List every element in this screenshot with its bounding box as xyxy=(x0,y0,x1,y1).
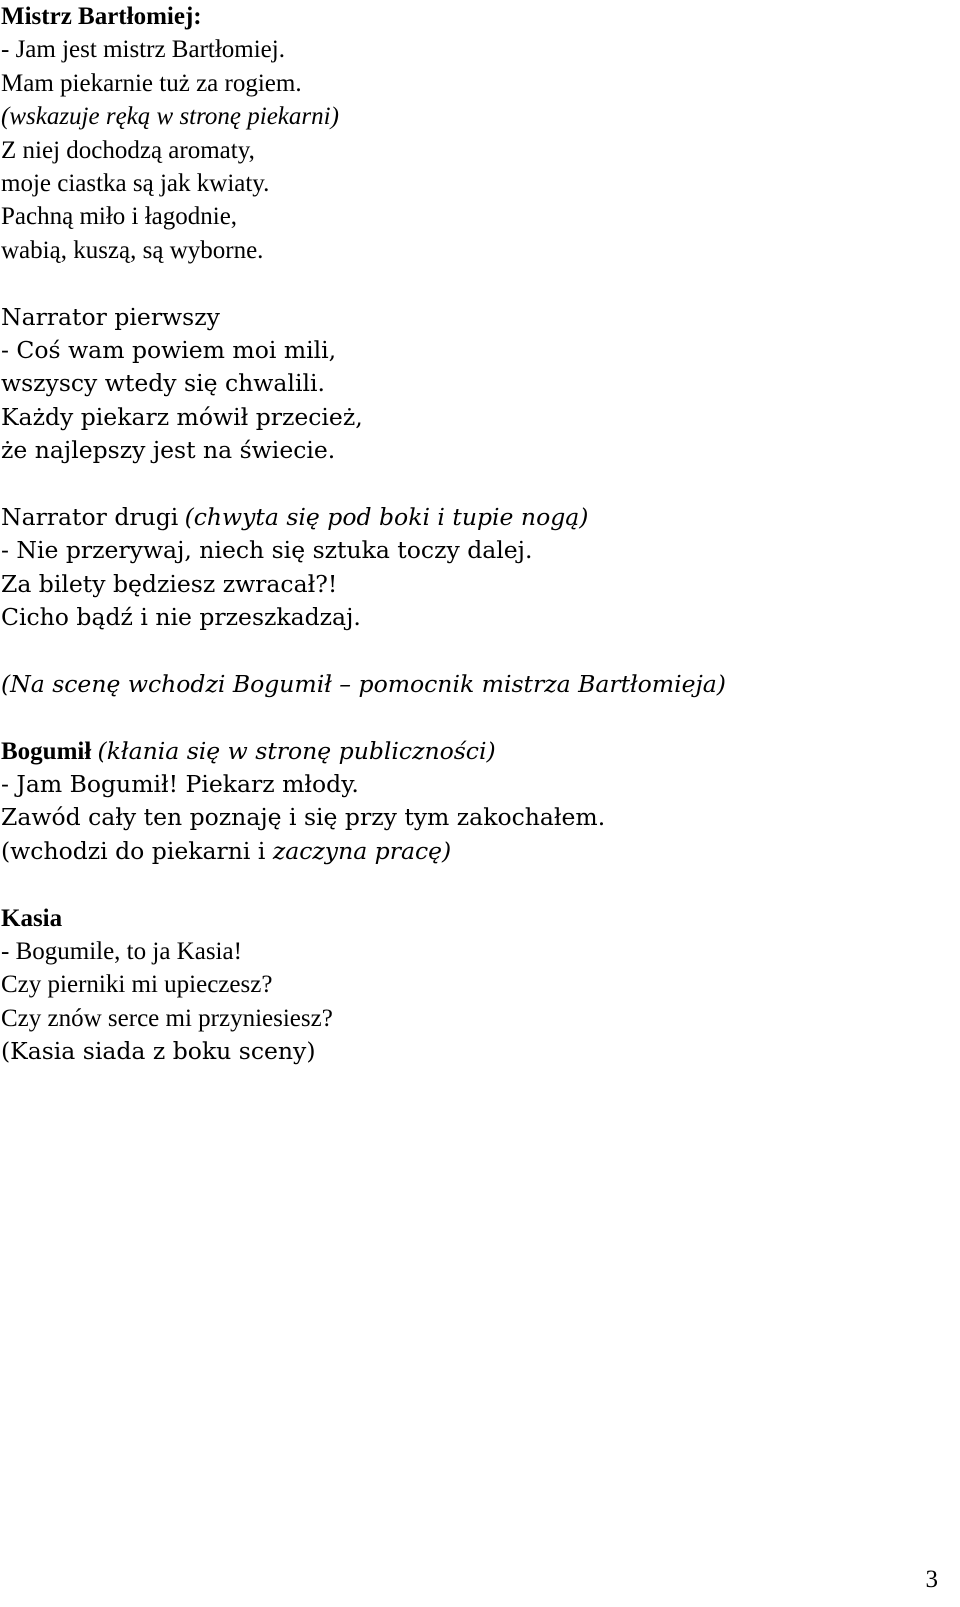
scene-bartlomiej xyxy=(1,0,941,267)
speaker-name: Bogumił xyxy=(1,737,92,765)
speaker-name: Narrator pierwszy xyxy=(1,302,220,331)
speaker-line xyxy=(1,735,941,768)
dialogue-line: - Jam jest mistrz Bartłomiej. xyxy=(1,36,285,64)
document-page xyxy=(1,0,941,1069)
dialogue-line: Zawód cały ten poznaję i się przy tym zakochałem. xyxy=(1,803,606,832)
stage-direction: (wskazuje ręką w stronę piekarni) xyxy=(1,103,339,131)
scene-narrator-first xyxy=(1,301,941,468)
dialogue-line: - Jam Bogumił! Piekarz młody. xyxy=(1,769,359,798)
spacer xyxy=(1,868,941,901)
dialogue-line: Z niej dochodzą aromaty, xyxy=(1,136,255,164)
scene-narrator-second xyxy=(1,501,941,635)
stage-direction xyxy=(1,835,941,868)
dialogue-line: Każdy piekarz mówił przecież, xyxy=(1,402,363,431)
stage-direction-italic: zaczyna pracę) xyxy=(272,836,452,865)
scene-kasia xyxy=(1,902,941,1069)
dialogue-line: Czy znów serce mi przyniesiesz? xyxy=(1,1004,333,1032)
dialogue-line: Cicho bądź i nie przeszkadzaj. xyxy=(1,603,361,632)
speaker-name: Kasia xyxy=(1,904,63,932)
dialogue-line: Pachną miło i łagodnie, xyxy=(1,203,238,231)
dialogue-line: wabią, kuszą, są wyborne. xyxy=(1,236,264,264)
dialogue-line: że najlepszy jest na świecie. xyxy=(1,436,336,465)
dialogue-line: - Bogumile, to ja Kasia! xyxy=(1,937,242,965)
spacer xyxy=(1,267,941,300)
dialogue-line: wszyscy wtedy się chwalili. xyxy=(1,369,325,398)
dialogue-line: - Nie przerywaj, niech się sztuka toczy dalej. xyxy=(1,536,533,565)
scene-bogumil xyxy=(1,735,941,869)
dialogue-line: moje ciastka są jak kwiaty. xyxy=(1,169,270,197)
spacer xyxy=(1,467,941,500)
stage-direction: (Kasia siada z boku sceny) xyxy=(1,1037,316,1066)
dialogue-line: Mam piekarnie tuż za rogiem. xyxy=(1,69,302,97)
stage-direction: (Na scenę wchodzi Bogumił – pomocnik mistrza Bartłomieja) xyxy=(1,669,726,698)
page-number: 3 xyxy=(925,1566,938,1593)
dialogue-line: Za bilety będziesz zwracał?! xyxy=(1,569,338,598)
dialogue-line: - Coś wam powiem moi mili, xyxy=(1,335,337,364)
stage-direction: (chwyta się pod boki i tupie nogą) xyxy=(184,502,589,531)
stage-direction-prefix: (wchodzi do piekarni i xyxy=(1,836,273,865)
dialogue-line: Czy pierniki mi upieczesz? xyxy=(1,971,273,999)
speaker-line xyxy=(1,501,941,534)
speaker-name: Mistrz Bartłomiej: xyxy=(1,3,202,30)
spacer xyxy=(1,634,941,667)
spacer xyxy=(1,701,941,734)
stage-direction: (kłania się w stronę publiczności) xyxy=(97,736,496,765)
speaker-name: Narrator drugi xyxy=(1,502,179,531)
